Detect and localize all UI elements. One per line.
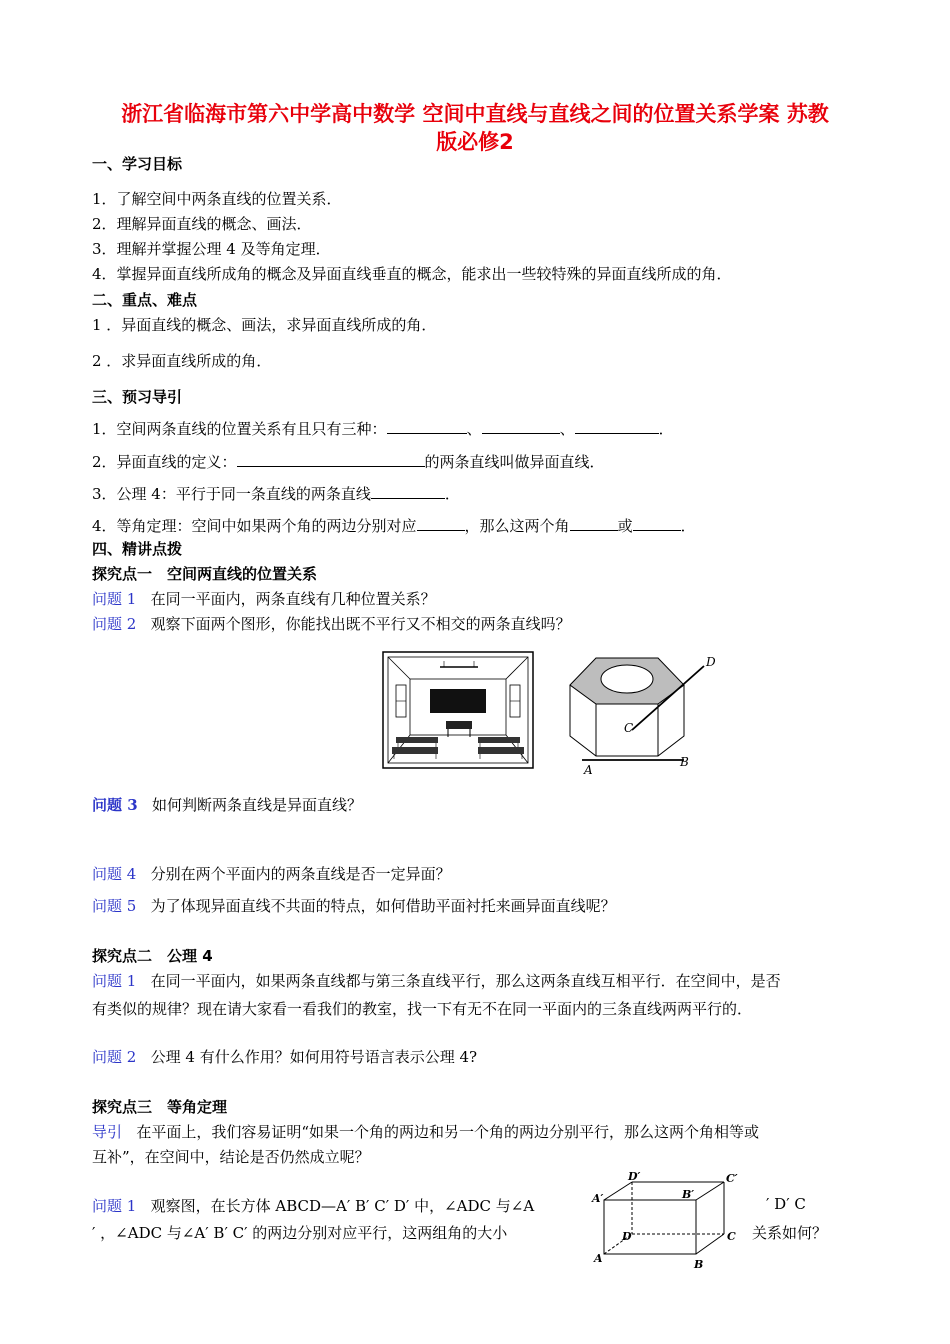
question-text-cont: 有类似的规律？现在请大家看一看我们的教室，找一下有无不在同一平面内的三条直线两两平行的． [92, 1000, 753, 1018]
question-row [92, 970, 781, 991]
question-text-cont: ′ ，∠ADC 与∠A′ B′ C′ 的两边分别对应平行，这两组角的大小 [92, 1224, 508, 1242]
blank [570, 516, 618, 531]
preview-item-3 [92, 483, 460, 504]
guide-text-cont: 互补”，在空间中，结论是否仍然成立呢？ [92, 1148, 370, 1166]
list-item: 1．了解空间中两条直线的位置关系． [92, 190, 342, 208]
label-B: B [694, 1258, 704, 1271]
page-title: 浙江省临海市第六中学高中数学 空间中直线与直线之间的位置关系学案 苏教 [121, 102, 829, 126]
question-row [92, 1195, 534, 1216]
subsection-title: 探究点二 公理 4 [92, 947, 213, 965]
list-item: 4．掌握异面直线所成角的概念及异面直线垂直的概念，能求出一些较特殊的异面直线所成的角． [92, 265, 732, 283]
question-label: 问题 1 [92, 590, 137, 608]
question-text: 观察下面两个图形，你能找出既不平行又不相交的两条直线吗？ [150, 615, 571, 633]
question-text: 在同一平面内，两条直线有几种位置关系？ [150, 590, 436, 608]
label-C: C [624, 721, 634, 735]
blank [482, 419, 560, 434]
question-label: 问题 2 [92, 1048, 137, 1066]
preview-item-1 [92, 418, 674, 439]
label-A: A [594, 1252, 603, 1265]
blank [417, 516, 465, 531]
page-title-line2: 版必修2 [436, 130, 514, 154]
guide-row [92, 1121, 759, 1142]
classroom-figure [382, 651, 534, 769]
blank [237, 452, 425, 467]
question-text-right: ′ D′ C [766, 1195, 806, 1213]
cuboid-figure [590, 1170, 750, 1274]
item-text: ． [658, 420, 674, 438]
section-heading: 二、重点、难点 [92, 291, 198, 309]
question-label: 问题 1 [92, 1197, 137, 1215]
question-label: 问题 1 [92, 972, 137, 990]
question-text: 如何判断两条直线是异面直线？ [151, 796, 362, 814]
question-label: 问题 4 [92, 865, 137, 883]
blank [633, 516, 681, 531]
hex-prism-figure [560, 652, 730, 776]
item-text: ． [444, 485, 460, 503]
blank [371, 484, 445, 499]
question-text: 观察图，在长方体 ABCD—A′ B′ C′ D′ 中，∠ADC 与∠A [150, 1197, 535, 1215]
list-item: 2．理解异面直线的概念、画法． [92, 215, 312, 233]
subsection-title: 探究点三 等角定理 [92, 1098, 228, 1116]
section-heading: 四、精讲点拨 [92, 540, 183, 558]
question-label: 问题 2 [92, 615, 137, 633]
separator: 、 [559, 420, 575, 438]
preview-item-4 [92, 515, 696, 536]
item-text: 4．等角定理：空间中如果两个角的两边分别对应 [92, 517, 417, 535]
item-text: 1．空间两条直线的位置关系有且只有三种： [92, 420, 387, 438]
separator: 、 [466, 420, 482, 438]
label-C: C [727, 1230, 736, 1243]
preview-item-2 [92, 451, 605, 472]
question-row [92, 613, 571, 634]
label-D1: D′ [628, 1170, 641, 1183]
item-text: 或 [617, 517, 633, 535]
list-item: 1 ．异面直线的概念、画法，求异面直线所成的角． [92, 316, 437, 334]
item-text: ． [680, 517, 696, 535]
section-heading: 一、学习目标 [92, 155, 183, 173]
item-text: ，那么这两个角 [464, 517, 570, 535]
question-text: 分别在两个平面内的两条直线是否一定异面？ [150, 865, 451, 883]
item-text: 的两条直线叫做异面直线． [424, 453, 605, 471]
subsection-title: 探究点一 空间两直线的位置关系 [92, 565, 318, 583]
item-text: 2．异面直线的定义： [92, 453, 237, 471]
label-D: D [706, 655, 716, 669]
question-text: 公理 4 有什么作用？如何用符号语言表示公理 4? [150, 1048, 478, 1066]
label-A1: A′ [592, 1192, 604, 1205]
blank [575, 419, 659, 434]
label-D: D [622, 1230, 632, 1243]
question-text-right: 关系如何？ [752, 1224, 828, 1242]
question-label: 问题 3 [92, 796, 138, 814]
label-B1: B′ [682, 1188, 695, 1201]
guide-label: 导引 [92, 1123, 123, 1141]
question-row [92, 1046, 477, 1067]
section-heading: 三、预习导引 [92, 388, 183, 406]
question-row [92, 794, 362, 815]
item-text: 3．公理 4：平行于同一条直线的两条直线 [92, 485, 371, 503]
label-C1: C′ [726, 1172, 738, 1185]
blank [387, 419, 467, 434]
question-row [92, 895, 616, 916]
list-item: 3．理解并掌握公理 4 及等角定理． [92, 240, 331, 258]
question-text: 为了体现异面直线不共面的特点，如何借助平面衬托来画异面直线呢？ [150, 897, 616, 915]
list-item: 2 ．求异面直线所成的角． [92, 352, 272, 370]
question-row [92, 863, 451, 884]
question-label: 问题 5 [92, 897, 137, 915]
guide-text: 在平面上，我们容易证明“如果一个角的两边和另一个角的两边分别平行，那么这两个角相等或 [136, 1123, 760, 1141]
label-A: A [584, 763, 593, 776]
question-row [92, 588, 436, 609]
question-text: 在同一平面内，如果两条直线都与第三条直线平行，那么这两条直线互相平行．在空间中，是否 [150, 972, 781, 990]
label-B: B [680, 755, 689, 769]
